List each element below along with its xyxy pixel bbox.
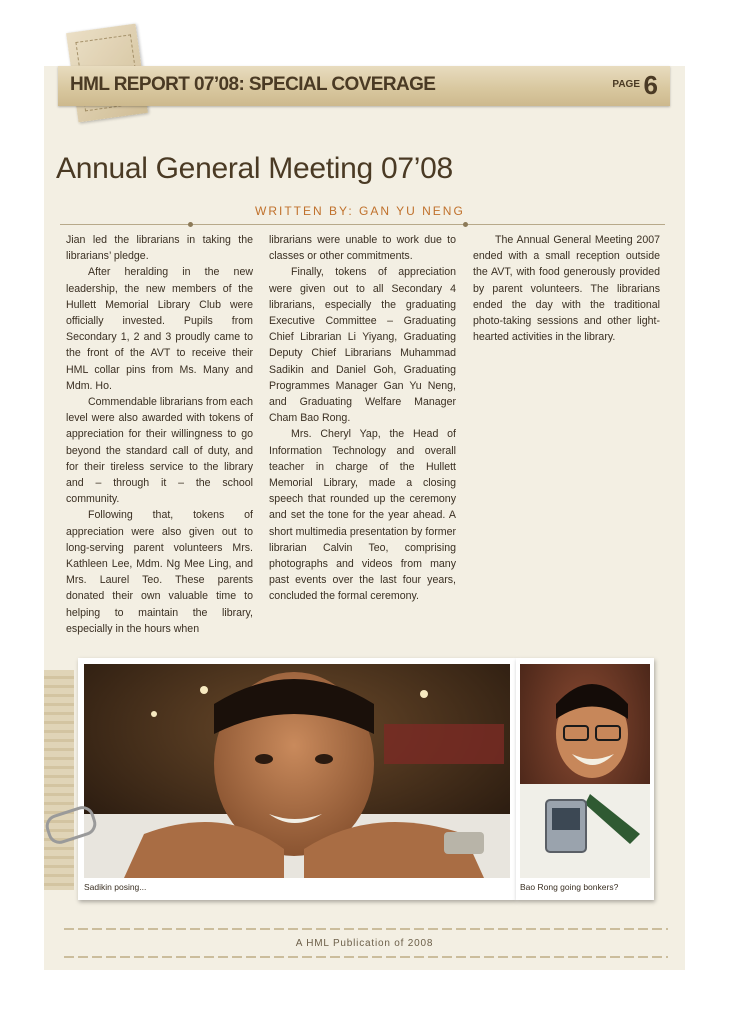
article-title: Annual General Meeting 07’08 [56,152,453,185]
paragraph: Mrs. Cheryl Yap, the Head of Information Technology and overall teacher in charge of the Hullett Memorial Library, made a closing speech that rounded up the ceremony and set the tone for the year ahead. A short multimedia presentation by former librarian Calvin Teo, comprising photographs and videos from many past events over the last four years, concluded the formal ceremony. [269,428,456,603]
rule-dot [463,222,468,227]
page-number: 6 [643,70,658,100]
paragraph: Commendable librarians from each level were also awarded with tokens of appreciation for their willingness to go beyond the standard call of duty, and for their tireless service to the library and – through it – the school community. [66,396,253,506]
footer-rule [64,956,668,958]
paragraph: Jian led the librarians in taking the librarians’ pledge. [66,234,253,263]
side-decoration [44,670,74,890]
photo-caption: Bao Rong going bonkers? [520,882,619,892]
article-column-2 [269,232,456,605]
rule-dot [188,222,193,227]
photo-frame-bao-rong [516,658,654,900]
paragraph: Finally, tokens of appreciation were given out to all Secondary 4 librarians, especially the graduating Executive Committee – Graduating Chief Librarian Li Yiyang, Graduating Deputy Chief Librarians Muhammad Sadikin and Daniel Goh, Graduating Programmes Manager Gan Yu Neng, and Graduating Welfare Manager Cham Bao Rong. [269,266,456,425]
paragraph: The Annual General Meeting 2007 ended with a small reception outside the AVT, with food generously provided by parent volunteers. The librarians ended the day with the traditional photo-taking sessions and other light-hearted activities in the library. [473,234,660,344]
photo-sadikin [84,664,510,878]
footer-rule [64,928,668,930]
paragraph: librarians were unable to work due to classes or other commitments. [269,234,456,263]
photo-frame-sadikin [78,658,516,900]
article-column-3 [473,232,660,345]
footer-text: A HML Publication of 2008 [295,938,434,949]
byline-rule-right [395,224,665,225]
photo-bao-rong [520,664,650,878]
report-title: HML REPORT 07’08: SPECIAL COVERAGE [70,74,436,95]
article-column-1 [66,232,253,637]
paragraph: After heralding in the new leadership, the new members of the Hullett Memorial Library Club were officially invested. Pupils from Secondary 1, 2 and 3 proudly came to the front of the AVT to receive their HML collar pins from Ms. Many and Mdm. Ho. [66,266,253,392]
header-banner [58,66,670,106]
paragraph: Following that, tokens of appreciation were also given out to long-serving parent volunteers Mrs. Kathleen Lee, Mdm. Ng Mee Ling, and Mrs. Laurel Teo. These parents donated their own valuable time to helping to maintain the library, especially in the hours when [66,509,253,635]
byline-rule-left [60,224,395,225]
byline: WRITTEN BY: GAN YU NENG [255,204,465,218]
photo-caption: Sadikin posing... [84,882,147,892]
page-label: PAGE [612,79,640,90]
